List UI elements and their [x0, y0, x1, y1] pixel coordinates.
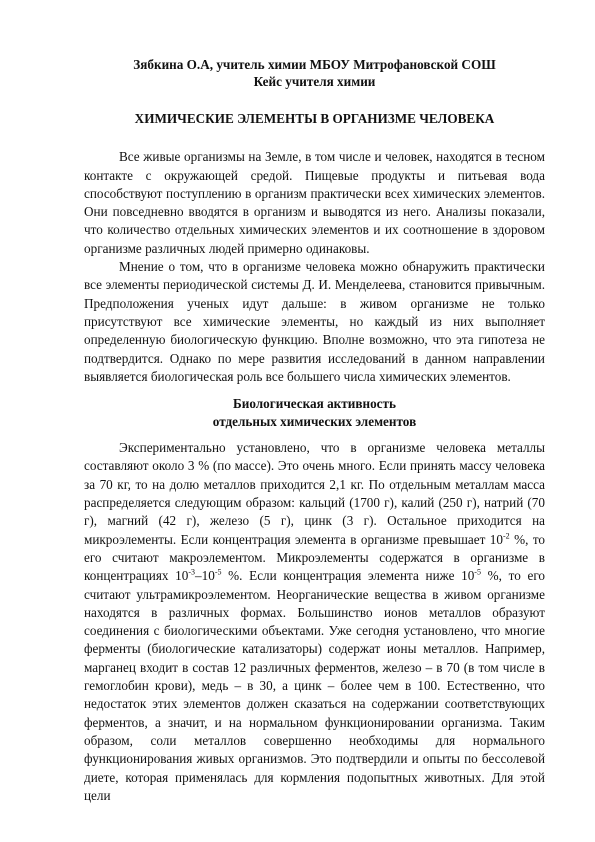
paragraph-3 [84, 439, 545, 805]
superscript-4: -5 [474, 567, 481, 577]
superscript-2: -3 [188, 567, 196, 577]
header-block [84, 56, 545, 90]
section-heading-line-1: Биологическая активность [233, 396, 396, 412]
superscript-3: -5 [214, 567, 222, 577]
paragraph-2: Мнение о том, что в организме человека можно обнаружить практически все элементы периодической системы Д. И. Менделеева, становится привычным. Предположения ученых идут дальше: в живом организме не только присутствуют все химические элементы, но каждый из них выполняет определенную биологическую функцию. Вполне возможно, что эта гипотеза не подтвердится. Однако по мере развития исследований в данном направлении выявляется биологическая роль все большего числа химических элементов. [84, 259, 545, 384]
author-line: Зябкина О.А, учитель химии МБОУ Митрофановской СОШ [133, 57, 496, 72]
paragraph-1: Все живые организмы на Земле, в том числе и человек, находятся в тесном контакте с окружающей средой. Пищевые продукты и питьевая вода способствуют поступлению в организм практически всех химических элементов. Они повседневно вводятся в организм и выводятся из него. Анализы показали, что количество отдельных химических элементов и их соотношение в здоровом организме различных людей примерно одинаковы. [84, 149, 545, 256]
paragraph-3-part-5: %, то его считают ультрамикроэлементом. Неорганические вещества в живом организме находятся в различных формах. Большинство ионов металлов образуют соединения с биологическими объектами. Уже сегодня установлено, что многие ферменты (биологические катализаторы) содержат ионы металлов. Например, марганец входит в состав 12 различных ферментов, железо – в 70 (в том числе в гемоглобин крови), медь – в 30, а цинк – более чем в 100. Естественно, что недостаток этих элементов должен сказаться на содержании соответствующих ферментов, а значит, и на нормальном функционировании организма. Таким образом, соли металлов совершенно необходимы для нормального функционирования живых организмов. Это подтвердили и опыты по бессолевой диете, которая применялась для кормления подопытных животных. Для этой цели [84, 568, 545, 803]
subtitle-line: Кейс учителя химии [253, 74, 376, 89]
document-title: ХИМИЧЕСКИЕ ЭЛЕМЕНТЫ В ОРГАНИЗМЕ ЧЕЛОВЕКА [134, 111, 495, 126]
section-heading-line-2: отдельных химических элементов [212, 414, 417, 430]
paragraph-3-part-4: %. Если концентрация элемента ниже 10 [221, 568, 475, 584]
paragraph-3-part-1: Экспериментально установлено, что в организме человека металлы составляют около 3 % (по массе). Это очень много. Если принять массу человека за 70 кг, то на долю металлов приходится 2,1 кг. По отдельным металлам масса распределяется следующим образом: кальций (1700 г), калий (250 г), натрий (70 г), магний (42 г), железо (5 г), цинк (3 г). Остальное приходится на микроэлементы. Если концентрация элемента в организме превышает 10 [84, 440, 545, 547]
paragraph-3-part-2: %, то его считают макроэлементом. Микроэлементы содержатся в организме в концентрациях 10 [84, 531, 546, 584]
paragraph-3-part-3: –10 [195, 568, 215, 584]
superscript-1: -2 [503, 531, 510, 541]
section-heading [84, 395, 545, 431]
